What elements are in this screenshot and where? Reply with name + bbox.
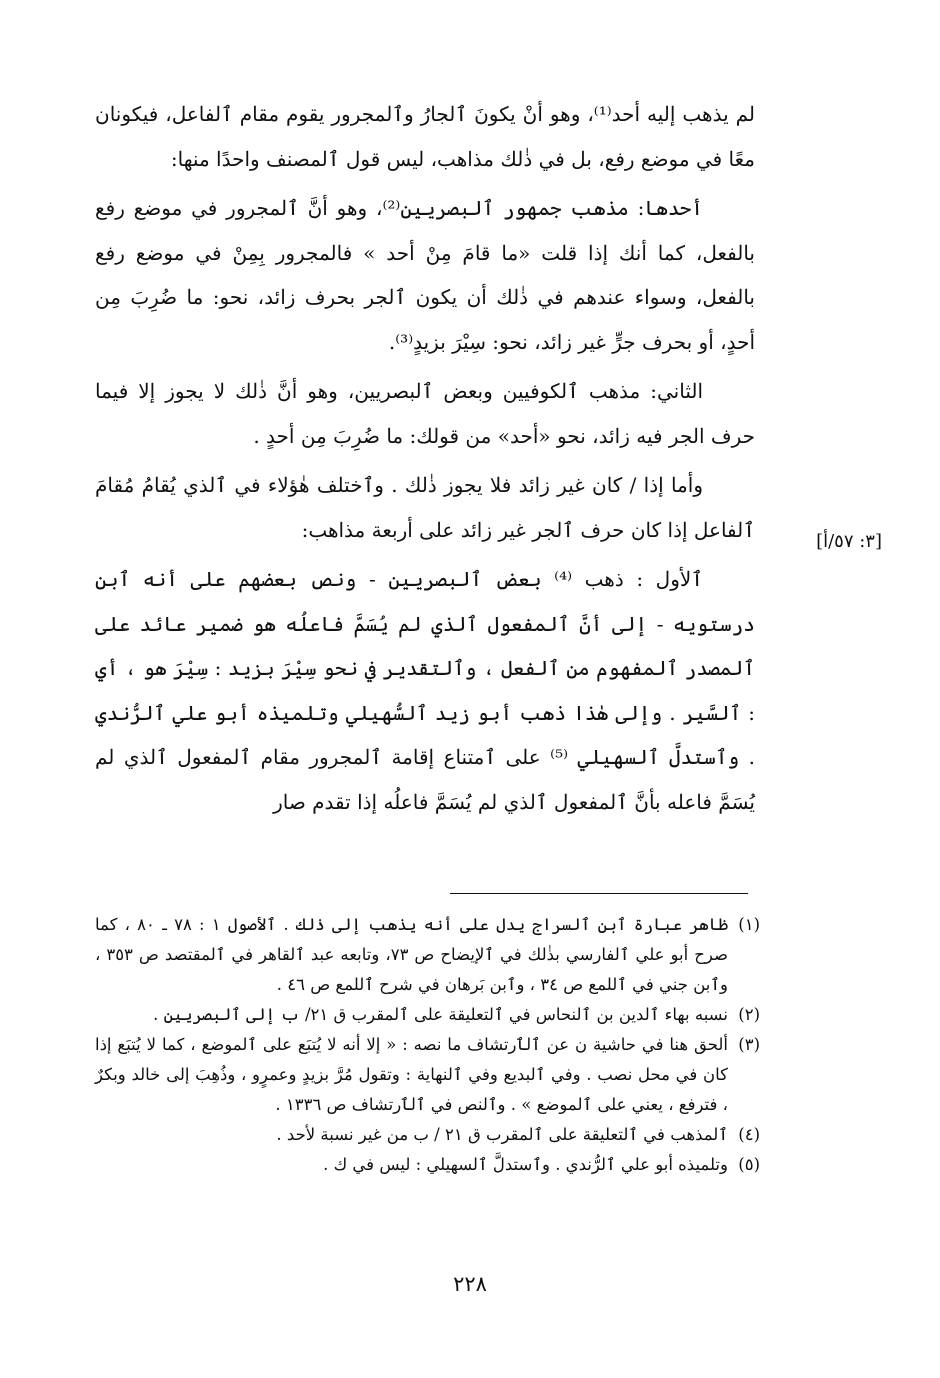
footnotes (95, 910, 760, 1180)
footnote-5 (95, 1150, 760, 1180)
paragraph-3: الثاني: مذهب ٱلكوفيين وبعض ٱلبصريين، وهو أنَّ ذٰلك لا يجوز إلا فيما حرف الجر فيه زائد، نحو «أحد» من قولك: ما ضُرِبَ مِن أحدٍ . (95, 379, 755, 448)
footnote-text: وتلميذه أبو علي ٱلرُّندي . وٱستدلَّ ٱلسهيلي : ليس في ك . (323, 1155, 728, 1174)
footnote-2 (95, 1000, 760, 1030)
footnote-3 (95, 1030, 760, 1120)
footnote-text: ٱلمذهب في ٱلتعليقة على ٱلمقرب ق ٢١ / ب من غير نسبة لأحد . (276, 1125, 728, 1144)
main-text (95, 92, 755, 824)
footnote-number: (١) (738, 915, 760, 934)
footnote-4 (95, 1120, 760, 1150)
paragraph-5: ٱلأول : ذهب ⁽⁴⁾ بعض ٱلبصريين - ونص بعضهم على أنه ٱبن درستويه - إلى أنَّ ٱلمفعول ٱلذي لم يُسَمَّ فاعلُه هو ضمير عائد على ٱلمصدر ٱلمفهوم من ٱلفعل ، وٱلتقدير في نحو سِيْرَ بزيد : سِيْرَ هو ، أي : ٱلسَّير . وإلى هٰذا ذهب أبو زيد ٱلسُّهيلي وتلميذه أبو علي ٱلرُّندي . وٱستدلَّ ٱلسهيلي ⁽⁵⁾ على ٱمتناع إقامة ٱلمجرور مقام ٱلمفعول ٱلذي لم يُسَمَّ فاعله بأنَّ ٱلمفعول ٱلذي لم يُسَمَّ فاعلُه إذا تقدم صار (95, 567, 755, 814)
manuscript-folio-reference: [٣: ٥٧/أ] (816, 531, 882, 552)
paragraph-2: أحدها: مذهب جمهور ٱلبصريين⁽²⁾، وهو أنَّ ٱلمجرور في موضع رفع بالفعل، كما أنك إذا قلت «ما قامَ مِنْ أحد » فالمجرور بِمِنْ في موضع رفع بالفعل، وسواء عندهم في ذٰلك أن يكون ٱلجر بحرف زائد، نحو: ما ضُرِبَ مِن أحدٍ، أو بحرف جرٍّ غير زائد، نحو: سِيْرَ بزيدٍ⁽³⁾. (95, 196, 755, 354)
paragraph-1: لم يذهب إليه أحد⁽¹⁾، وهو أنْ يكونَ ٱلجارُ وٱلمجرور يقوم مقام ٱلفاعل، فيكونان معًا في موضع رفع، بل في ذٰلك مذاهب، ليس قول ٱلمصنف واحدًا منها: (95, 102, 755, 171)
paragraph-4: وأما إذا / كان غير زائد فلا يجوز ذٰلك . وٱختلف هٰؤلاء في ٱلذي يُقامُ مُقامَ ٱلفاعل إذا كان حرف ٱلجر غير زائد على أربعة مذاهب: (95, 473, 755, 542)
page-number: ٢٢٨ (453, 1272, 487, 1296)
footnote-number: (٣) (738, 1035, 760, 1054)
footnote-text: نسبه بهاء ٱلدين بن ٱلنحاس في ٱلتعليقة على ٱلمقرب ق ٢١/ ب إلى ٱلبصريين . (153, 1005, 728, 1024)
footnote-number: (٤) (738, 1125, 760, 1144)
footnote-number: (٥) (738, 1155, 760, 1174)
footnote-text: ألحق هنا في حاشية ن عن ٱلٱرتشاف ما نصه : « إلا أنه لا يُتبَع على ٱلموضع ، كما لا يُتبَع إذا كان في محل نصب . وفي ٱلبديع وفي ٱلنهاية : وتقول مُرَّ بزيدٍ وعمرٍو ، وذُهِبَ إلى خالد وبكرٌ ، فترفع ، يعني على ٱلموضع » . وٱلنص في ٱلٱرتشاف ص ١٣٣٦ . (95, 1035, 728, 1114)
footnote-1 (95, 910, 760, 1000)
footnote-text: ظاهر عبارة ٱبن ٱلسراج يدل على أنه يذهب إلى ذٰلك . ٱلأصول ١ : ٧٨ ـ ٨٠ ، كما صرح أبو علي ٱلفارسي بذٰلك في ٱلإيضاح ص ٧٣، وتابعه عبد ٱلقاهر في ٱلمقتصد ص ٣٥٣ ، وٱبن جني في ٱللمع ص ٣٤ ، وٱبن بَرهان في شرح ٱللمع ص ٤٦ . (95, 915, 728, 994)
footnote-number: (٢) (738, 1005, 760, 1024)
footnote-divider (450, 893, 748, 894)
